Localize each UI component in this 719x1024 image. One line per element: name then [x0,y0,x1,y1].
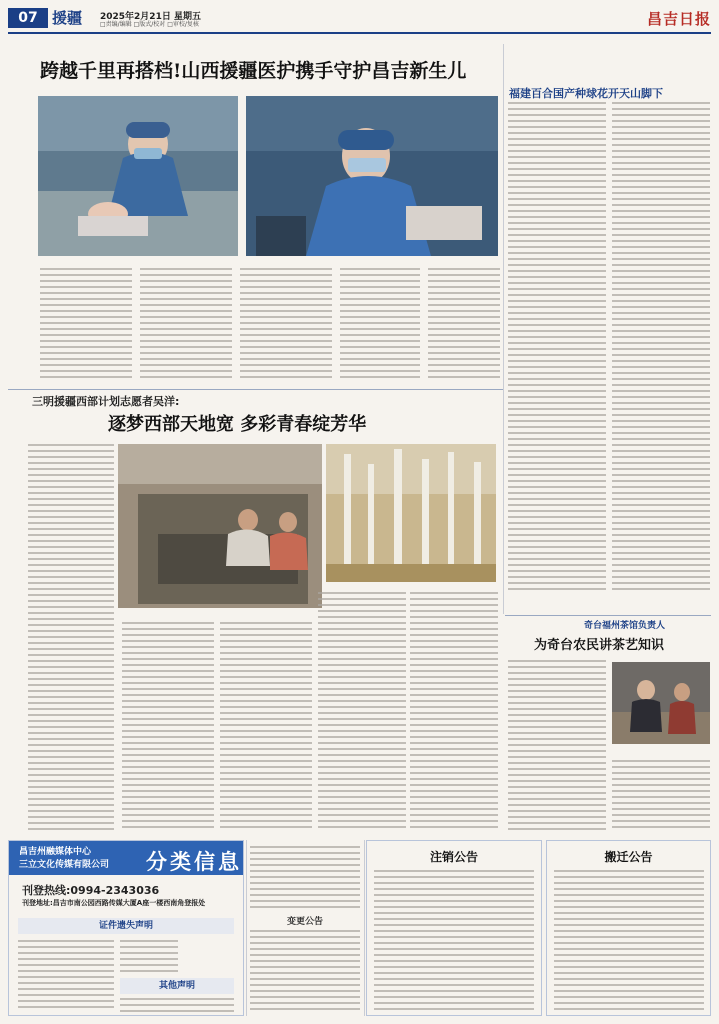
lost-notice-col-2 [120,940,178,972]
newspaper-logo: 昌吉日报 [646,10,711,28]
cancel-notice-text [374,870,534,1010]
article-photo-right [246,96,498,256]
tea-photo [612,662,710,744]
volunteer-text-col-2 [122,622,214,832]
tag-other-statement: 其他声明 [120,978,234,994]
section-rule [8,389,503,390]
column-divider [503,44,504,614]
page-number: 07 [8,8,48,28]
article-text-col-2 [140,268,232,380]
article-photo-left [38,96,238,256]
tag-lost-certificate: 证件遗失声明 [18,918,234,934]
middle-notice-text-1 [250,846,360,910]
article-text-col-3 [240,268,332,380]
other-notice-text [120,998,234,1012]
move-notice-text [554,870,704,1010]
notice-move-title: 搬迁公告 [604,850,653,864]
banner-org-2: 三立文化传媒有限公司 [19,860,110,870]
classified-divider-2 [364,840,365,1016]
tea-text-col-1 [508,660,606,832]
tea-kicker: 奇台福州茶馆负责人 [584,621,666,631]
section-name: 援疆 [52,9,83,27]
masthead [8,8,711,30]
volunteer-photo [118,444,322,608]
right-article-col-2 [612,102,710,590]
volunteer-text-col-3 [220,622,312,832]
notice-change-title: 变更公告 [286,917,323,927]
banner-org-1: 昌吉州融媒体中心 [19,847,92,857]
change-notice-text [250,930,360,1012]
article-text-col-5 [428,268,500,380]
tea-section-rule [505,615,711,616]
classified-banner [9,841,243,875]
classified-section [8,840,711,1016]
right-article-headline: 福建百合国产种球花开天山脚下 [509,87,663,100]
volunteer-headline: 逐梦西部天地宽 多彩青春绽芳华 [108,414,367,435]
masthead-rule [8,32,711,34]
classified-divider-1 [246,840,247,1016]
address: 刊登地址:昌吉市南公园西路传媒大厦A座一楼西南角登报处 [22,899,206,907]
article-text-col-1 [40,268,132,380]
issue-date: 2025年2月21日 星期五 [100,12,201,22]
right-article-col-1 [508,102,606,590]
volunteer-kicker: 三明援疆西部计划志愿者吴洋: [32,395,180,408]
tea-headline: 为奇台农民讲茶艺知识 [534,638,665,653]
main-headline: 跨越千里再搭档!山西援疆医护携手守护昌吉新生儿 [40,60,467,82]
hotline: 刊登热线:0994-2343036 [22,884,160,897]
banner-title: 分类信息 [146,850,242,874]
notice-cancel-title: 注销公告 [429,850,478,864]
tea-text-col-2 [612,760,710,832]
lost-notice-col-1 [18,940,114,1010]
article-text-col-4 [340,268,420,380]
volunteer-text-col-1 [28,444,114,832]
volunteer-text-col-4 [318,592,406,832]
volunteer-text-col-5 [410,592,498,832]
editor-credits: □责编/编辑 □版式/校对 □审校/复核 [100,21,199,28]
birch-forest-photo [326,444,496,582]
